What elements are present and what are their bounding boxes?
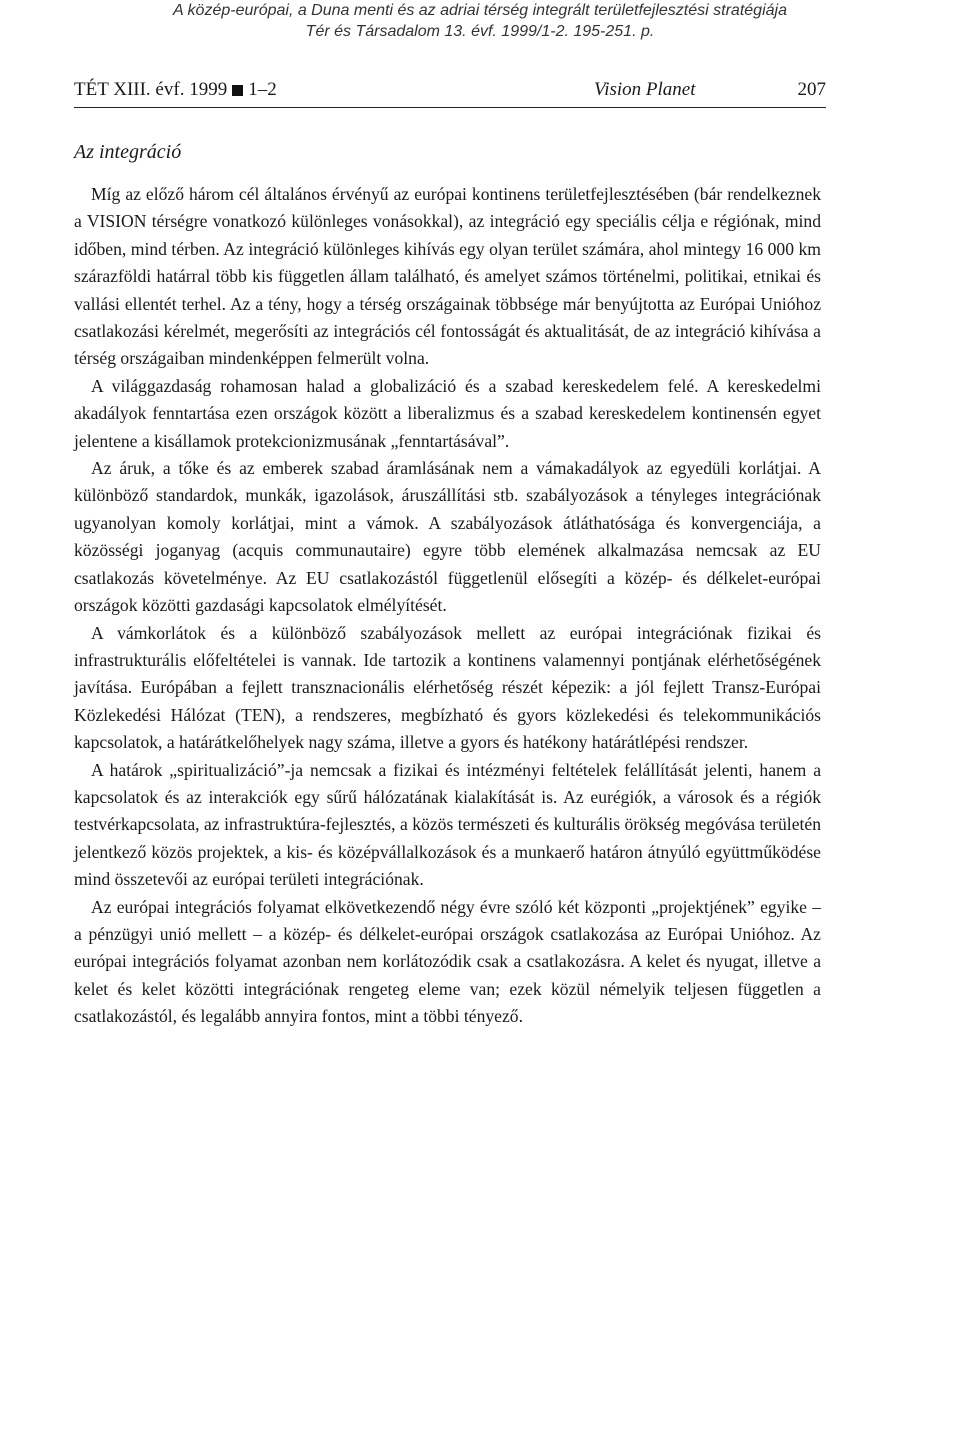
header-journal-text: TÉT XIII. évf. 1999 (74, 79, 228, 100)
header-issue: 1–2 (248, 79, 277, 100)
paragraph: Míg az előző három cél általános érvényű az európai kontinens területfejlesztésében (bár rendelkeznek a VISION térségre vonatkozó különleges vonásokkal), az integráció egy speciális célja e régiónak, mind időben, mind térben. Az integráció különleges kihívás egy olyan terület számára, ahol mintegy 16 000 km szárazföldi határral több kis független állam található, és amelyet számos történelmi, politikai, etnikai és vallási ellentét terhel. Az a tény, hogy a térség országainak többsége már benyújtotta az Európai Unióhoz csatlakozási kérelmét, megerősíti az integrációs cél fontosságát és aktualitását, de az integráció kihívása a térség országaiban mindenképpen felmerült volna. (74, 184, 821, 369)
paragraph: A vámkorlátok és a különböző szabályozások mellett az európai integrációnak fizikai és infrastrukturális előfeltételei is vannak. Ide tartozik a kontinens valamennyi pontjának elérhetőségének javítása. Európában a fejlett transznacionális elérhetőség részét képezik: a jól fejlett Transz-Európai Közlekedési Hálózat (TEN), a rendszeres, megbízható és gyors közlekedési és telekommunikációs kapcsolatok, a határátkelőhelyek nagy száma, illetve a gyors és hatékony határátlépési rendszer. (74, 622, 821, 753)
square-bullet-icon (232, 85, 243, 96)
source-line-title: A közép-európai, a Duna menti és az adriai térség integrált területfejlesztési stratégiája (173, 2, 787, 19)
body-text (74, 181, 821, 1031)
paragraph: Az európai integrációs folyamat elkövetkezendő négy évre szóló két központi „projektjének” egyike – a pénzügyi unió mellett – a közép- és délkelet-európai országok csatlakozása az Európai Unióhoz. Az európai integrációs folyamat azonban nem korlátozódik csak a csatlakozásra. A kelet és nyugat, illetve a kelet és kelet közötti integrációnak rengeteg eleme van; ezek közül némelyik teljesen független a csatlakozástól, és legalább annyira fontos, mint a többi tényező. (74, 896, 821, 1027)
section-title: Az integráció (74, 141, 182, 163)
header-project-name: Vision Planet (594, 79, 696, 100)
paragraph: A világgazdaság rohamosan halad a globalizáció és a szabad kereskedelem felé. A kereskedelmi akadályok fenntartása ezen országok között a liberalizmus és a szabad kereskedelem kontinensén egyet jelentene a kisállamok protekcionizmusának „fenntartásával”. (74, 375, 821, 451)
paragraph: A határok „spiritualizáció”-ja nemcsak a fizikai és intézményi feltételek felállítását jelenti, hanem a kapcsolatok és az interakciók egy sűrű hálózatának kialakítását is. Az eurégiók, a városok és a régiók testvérkapcsolata, az infrastruktúra-fejlesztés, a közös természeti és kulturális örökség megóvása területén jelentkező közös projektek, a kis- és középvállalkozások és a munkaerő határon átnyúló együttműködése mind összetevői az európai területi integrációnak. (74, 759, 821, 890)
page-number: 207 (797, 79, 826, 100)
header-journal (74, 79, 277, 101)
source-line-journal: Tér és Társadalom 13. évf. 1999/1-2. 195-251. p. (305, 23, 655, 40)
running-header (74, 79, 826, 108)
paragraph: Az áruk, a tőke és az emberek szabad áramlásának nem a vámakadályok az egyedüli korlátjai. A különböző standardok, munkák, igazolások, áruszállítási stb. szabályozások a tényleges integrációnak ugyanolyan komoly korlátjai, mint a vámok. A szabályozások átláthatósága és konvergenciája, a közösségi joganyag (acquis communautaire) egyre több elemének alkalmazása nemcsak az EU csatlakozás követelménye. Az EU csatlakozástól függetlenül elősegíti a közép- és délkelet-európai országok közötti gazdasági kapcsolatok elmélyítését. (74, 458, 821, 616)
source-citation (0, 0, 960, 42)
